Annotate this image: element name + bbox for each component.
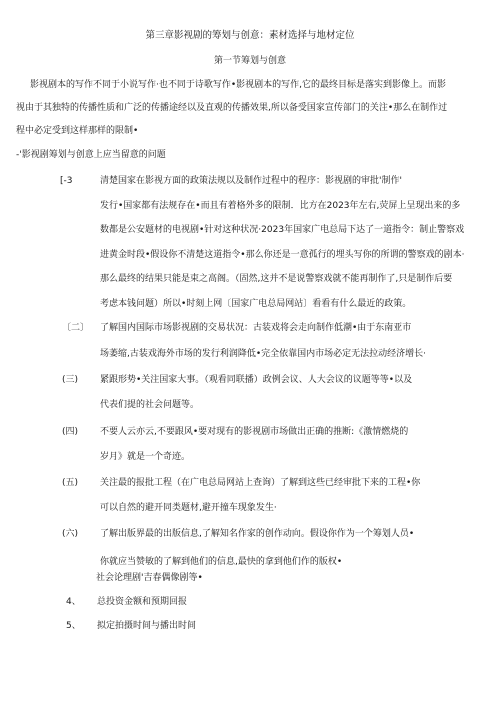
item-line: 了解国内国际市场影视剧的交易状况：古装戏将会走向制作低潮•由于东南亚市 (100, 323, 412, 333)
item-line: 紧跟形势•关注国家大事。（观看同联播）政例会议、人大会议的议题等等•以及 (100, 375, 413, 385)
item-line: 岁月》就是一个奇迹。 (100, 452, 191, 462)
item-marker: (三) (62, 375, 79, 385)
item-line: 清楚国家在影视方面的政策法规以及制作过程中的程序：影视剧的审批'制作' (100, 176, 402, 186)
intro-line: 视由于其独特的传播性质和广泛的传播途经以及直观的传播效果,所以备受国家宣传部门的关注•那么在制作过 (16, 103, 448, 113)
item-marker: (五) (62, 478, 79, 488)
chapter-title: 第三章影视剧的筹划与创意：素材选择与地材定位 (145, 30, 355, 41)
item-line: 代表们提的社会问题等。 (100, 400, 200, 410)
item-line: 你就应当赞敏的了解到他们的信息,最快的拿到他们作的版权• (100, 557, 343, 567)
item-marker: 〔二〕 (62, 323, 90, 333)
item-line: 进黄金时段•假设你不清楚这道指令•那么你还是一意孤行的埋头写你的所谓的警察戏的剧本· (100, 250, 465, 260)
item-marker: 5、 (66, 621, 81, 631)
section-title: 第一节筹划与创意 (213, 56, 286, 66)
item-line: 那么最终的结果只能是束之高阁。（固然,这并不是说警察戏就不能再制作了,只是制作后要 (100, 274, 453, 284)
item-line: 总投资金额和预期回报 (97, 597, 188, 607)
topic-heading: -'影视剧筹划与创意上应当留意的问题 (16, 150, 166, 160)
intro-line: 程中必定受到这样那样的限制• (16, 126, 139, 136)
item-line: 发行•国家都有法规存在•而且有着格外多的限制．比方在2023年左右,荧屏上呈现出来的多 (100, 201, 461, 211)
item-marker: (四) (62, 427, 79, 437)
item-line: 拟定拍摄时间与播出时间 (97, 621, 197, 631)
intro-line: 影视剧本的写作不同于小说写作·也不同于诗歌写作•影视剧本的写作,它的最终目标是落实到影像上。而影 (30, 80, 447, 90)
item-marker: 4、 (66, 597, 81, 607)
item-line: 可以自然的避开同类题材,避开撞车现象发生· (100, 503, 277, 513)
item-line: 了解出版界最的出版信息,了解知名作家的创作动向。假设你作为一个筹划人员• (100, 529, 415, 539)
item-marker: [-3 (60, 176, 73, 186)
item-line: 数都是公安题材的电视剧•针对这种状况·2023年国家广电总局下达了一道指令：制止警察戏 (100, 225, 465, 235)
item-line: 关注最的报批工程（在广电总局网站上查询）了解到这些已经审批下来的工程•你 (100, 478, 421, 488)
item-line: 场萎缩,古装戏海外市场的发行利润降低•完全依靠国内市场必定无法拉动经济增长· (100, 349, 427, 359)
item-line: 不要人云亦云,不要跟风•要对现有的影视剧市场做出正确的推断:《激情燃烧的 (100, 427, 409, 437)
item-marker: (六) (62, 529, 79, 539)
item-line: 社会论理剧'吉春偶像剧等• (96, 573, 203, 583)
item-line: 考虑本钱问题）所以•时刻上网〔国家广电总局网站〕看看有什么最近的政策。 (100, 299, 412, 309)
